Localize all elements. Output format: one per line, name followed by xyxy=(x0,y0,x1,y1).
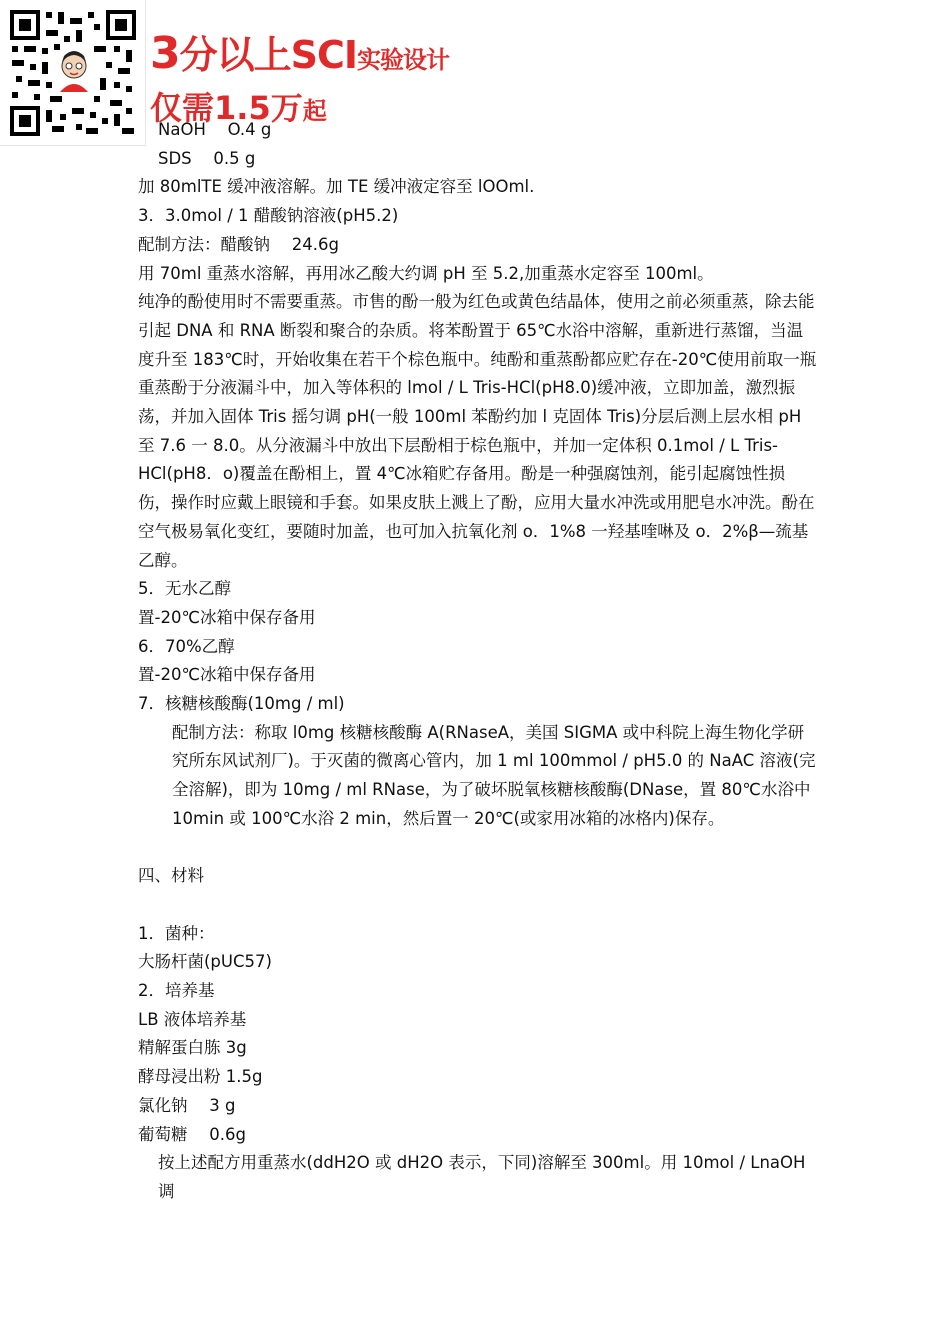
item-6-storage: 置-20℃冰箱中保存备用 xyxy=(138,665,316,685)
ingredient-glucose: 葡萄糖 0.6g xyxy=(138,1124,246,1144)
item-3-method: 配制方法：醋酸钠 24.6g xyxy=(138,234,339,254)
prep-instruction: 按上述配方用重蒸水(ddH2O 或 dH2O 表示，下同)溶解至 300ml。用 10mol / LnaOH 调 xyxy=(158,1153,806,1201)
section-4-heading: 四、材料 xyxy=(138,866,204,886)
spacer xyxy=(138,891,818,920)
ingredient-nacl: 氯化钠 3 g xyxy=(138,1095,236,1115)
strain-value: 大肠杆菌(pUC57) xyxy=(138,952,272,972)
phenol-paragraph: 纯净的酚使用时不需要重蒸。市售的酚一般为红色或黄色结晶体，使用之前必须重蒸，除去能引起 DNA 和 RNA 断裂和聚合的杂质。将苯酚置于 65℃水浴中溶解，重新进行蒸馏，当温度升至 183℃时，开始收集在若干个棕色瓶中。纯酚和重蒸酚都应贮存在-20℃使用前取一瓶重蒸酚于分液漏斗中，加入等体积的 lmol / L Tris-HCl(pH8.0)缓冲液，立即加盖，激烈振荡，并加入固体 Tris 摇匀调 pH(一般 100ml 苯酚约加 l 克固体 Tris)分层后测上层水相 pH 至 7.6 一 8.0。从分液漏斗中放出下层酚相于棕色瓶中，并加一定体积 0.1mol / L Tris-HCl(pH8．o)覆盖在酚相上，置 4℃冰箱贮存备用。酚是一种强腐蚀剂，能引起腐蚀性损伤，操作时应戴上眼镜和手套。如果皮肤上溅上了酚，应用大量水冲洗或用肥皂水冲洗。酚在空气极易氧化变红，要随时加盖，也可加入抗氧化剂 o．1%8 一羟基喹啉及 o．2%β—巯基乙醇。 xyxy=(138,292,817,570)
item-3-heading: 3．3.0mol / 1 醋酸钠溶液(pH5.2) xyxy=(138,206,399,226)
qr-code-panel xyxy=(0,0,146,146)
strain-heading: 1．菌种： xyxy=(138,923,215,943)
item-5-storage: 置-20℃冰箱中保存备用 xyxy=(138,607,316,627)
item-6-heading: 6．70%乙醇 xyxy=(138,636,235,656)
banner-line-2: 仅需1.5万起 xyxy=(150,89,327,127)
item-7-heading: 7．核糖核酸酶(10mg / ml) xyxy=(138,694,345,714)
item-3-dissolve: 用 70ml 重蒸水溶解，再用冰乙酸大约调 pH 至 5.2,加重蒸水定容至 100ml。 xyxy=(138,263,714,283)
ingredient-peptone: 精解蛋白胨 3g xyxy=(138,1038,247,1058)
spacer xyxy=(138,834,818,863)
reagent-naoh: NaOH O.4 g xyxy=(158,120,272,139)
item-5-heading: 5．无水乙醇 xyxy=(138,579,231,599)
medium-heading: 2．培养基 xyxy=(138,981,215,1001)
te-instruction: 加 80mlTE 缓冲液溶解。加 TE 缓冲液定容至 lOOml. xyxy=(138,177,535,197)
banner-line-1: 3分以上SCI实验设计 xyxy=(150,28,450,79)
qr-code-icon xyxy=(10,10,136,136)
reagent-sds: SDS 0.5 g xyxy=(158,148,256,168)
ingredient-yeast: 酵母浸出粉 1.5g xyxy=(138,1067,263,1087)
document-body xyxy=(138,116,818,1207)
medium-lb: LB 液体培养基 xyxy=(138,1009,247,1029)
item-7-method: 配制方法：称取 l0mg 核糖核酸酶 A(RNaseA，美国 SIGMA 或中科院上海生物化学研究所东风试剂厂)。于灭菌的微离心管内，加 1 ml 100mmol / pH5.0 的 NaAC 溶液(完全溶解)，即为 10mg / ml RNase，为了破坏脱氧核糖核酸酶(DNase，置 80℃水浴中 10min 或 100℃水浴 2 min，然后置一 20℃(或家用冰箱的冰格内)保存。 xyxy=(172,722,816,828)
